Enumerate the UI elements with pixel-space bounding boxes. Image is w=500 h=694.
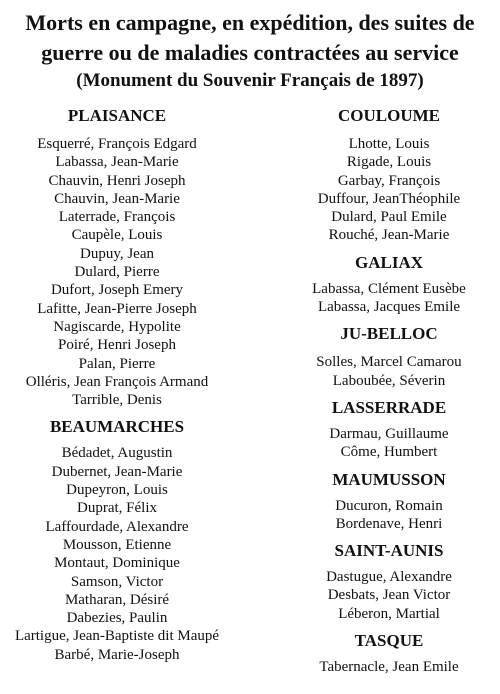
name-list: [0, 444, 234, 664]
list-item: Lhotte, Louis: [348, 136, 430, 152]
list-item: Garbay, François: [337, 172, 441, 189]
commune-heading: JU-BELLOC: [340, 324, 438, 344]
list-item: Desbats, Jean Victor: [327, 587, 451, 604]
right-column: [268, 106, 500, 676]
list-item: Labassa, Jean-Marie: [55, 154, 179, 171]
list-item: Dastugue, Alexandre: [326, 569, 452, 586]
commune-heading: COULOUME: [338, 106, 440, 125]
list-item: Esquerré, François Edgard: [37, 136, 197, 152]
commune-section-galiax: [268, 253, 500, 317]
list-item: Dupeyron, Louis: [66, 482, 168, 499]
list-item: Lafitte, Jean-Pierre Joseph: [37, 300, 197, 317]
commune-section-ju-belloc: [268, 324, 500, 390]
list-item: Matharan, Désiré: [64, 591, 170, 608]
list-item: Lartigue, Jean-Baptiste dit Maupé: [14, 628, 220, 645]
commune-heading: BEAUMARCHES: [49, 417, 185, 437]
list-item: Dabezies, Paulin: [66, 610, 168, 627]
list-item: Ducuron, Romain: [335, 497, 443, 514]
list-item: Darmau, Guillaume: [329, 425, 449, 442]
list-item: Mousson, Etienne: [62, 536, 172, 553]
left-column: [0, 106, 234, 664]
title-line-2: guerre ou de maladies contractées au service: [41, 40, 459, 65]
name-list: [268, 425, 500, 462]
list-item: Côme, Humbert: [340, 444, 438, 461]
list-item: Dupuy, Jean: [79, 245, 154, 262]
commune-section-beaumarches: [0, 417, 234, 664]
list-item: Bédadet, Augustin: [61, 445, 173, 462]
commune-section-lasserrade: [268, 398, 500, 462]
list-item: Bordenave, Henri: [335, 515, 443, 532]
commune-section-tasque: [268, 631, 500, 676]
name-list: [268, 353, 500, 390]
commune-heading: MAUMUSSON: [332, 469, 446, 489]
list-item: Dufort, Joseph Emery: [50, 282, 184, 299]
list-item: Laboubée, Séverin: [332, 372, 446, 389]
list-item: Olléris, Jean François Armand: [25, 373, 209, 390]
list-item: Laterrade, François: [58, 209, 176, 226]
list-item: Dulard, Paul Emile: [331, 209, 447, 226]
list-item: Labassa, Jacques Emile: [317, 299, 461, 316]
list-item: Duprat, Félix: [77, 500, 157, 517]
name-list: [268, 497, 500, 534]
name-list: [0, 135, 234, 409]
list-item: Tabernacle, Jean Emile: [319, 659, 459, 676]
list-item: Léberon, Martial: [338, 605, 440, 622]
commune-heading: SAINT-AUNIS: [334, 541, 444, 561]
list-item: Labassa, Clément Eusèbe: [312, 280, 466, 297]
page-title: [0, 8, 500, 68]
title-line-1: Morts en campagne, en expédition, des suites de: [25, 10, 475, 35]
list-item: Barbé, Marie-Joseph: [54, 646, 180, 663]
list-item: Poiré, Henri Joseph: [58, 337, 176, 354]
list-item: Dubernet, Jean-Marie: [51, 463, 183, 480]
list-item: Solles, Marcel Camarou: [316, 354, 462, 371]
list-item: Chauvin, Jean-Marie: [54, 190, 180, 207]
list-item: Nagiscarde, Hypolite: [53, 318, 181, 335]
list-item: Duffour, JeanThéophile: [317, 190, 461, 207]
commune-heading: LASSERRADE: [331, 397, 447, 417]
list-item: Montaut, Dominique: [54, 555, 180, 572]
commune-section-maumusson: [268, 470, 500, 534]
name-list: [268, 568, 500, 623]
name-list: [268, 280, 500, 317]
list-item: Laffourdade, Alexandre: [45, 518, 189, 535]
commune-section-plaisance: [0, 106, 234, 409]
list-item: Rouché, Jean-Marie: [328, 227, 450, 244]
page-subtitle: (Monument du Souvenir Français de 1897): [76, 70, 424, 91]
list-item: Samson, Victor: [70, 573, 164, 590]
commune-heading: TASQUE: [354, 631, 424, 651]
commune-section-saint-aunis: [268, 541, 500, 623]
list-item: Rigade, Louis: [346, 154, 432, 171]
name-list: [268, 135, 500, 245]
list-item: Caupèle, Louis: [71, 227, 163, 244]
list-item: Tarrible, Denis: [72, 392, 162, 409]
list-item: Chauvin, Henri Joseph: [48, 172, 186, 189]
name-list: [268, 658, 500, 676]
list-item: Dulard, Pierre: [74, 264, 160, 281]
commune-heading: PLAISANCE: [67, 106, 167, 125]
commune-section-couloume: [268, 106, 500, 245]
list-item: Palan, Pierre: [78, 355, 156, 372]
commune-heading: GALIAX: [354, 252, 423, 272]
